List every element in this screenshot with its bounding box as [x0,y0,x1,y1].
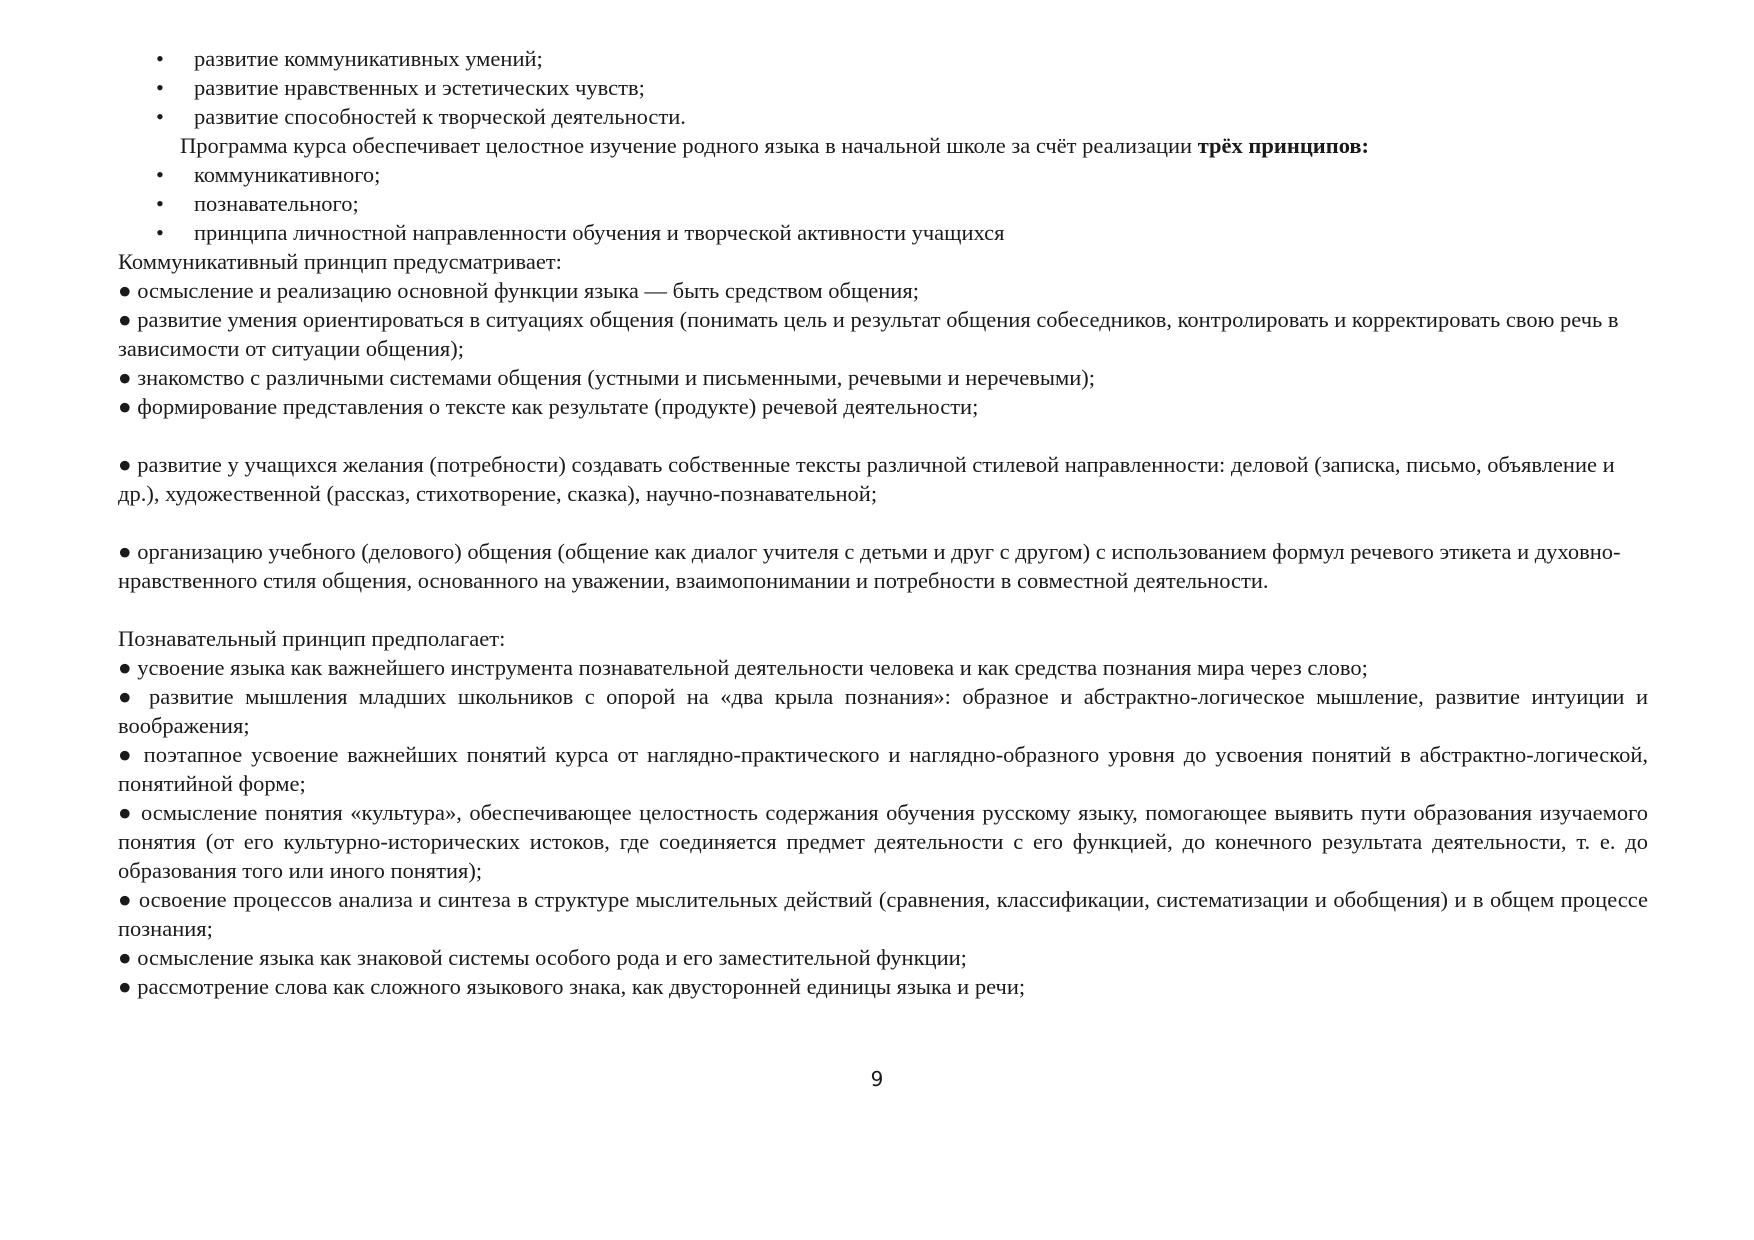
list-item: • познавательного; [118,189,1648,218]
cognitive-item: ● усвоение языка как важнейшего инструмента познавательной деятельности человека и как средства познания мира через слово; [118,655,1368,680]
cognitive-item: ● развитие мышления младших школьников с опорой на «два крыла познания»: образное и абстрактно-логическое мышление, развитие интуиции и воображения; [118,684,1648,738]
list-item: • принципа личностной направленности обучения и творческой активности учащихся [118,218,1648,247]
communicative-item: ● развитие у учащихся желания (потребности) создавать собственные тексты различной стилевой направленности: деловой (записка, письмо, объявление и др.), художественной (рассказ, стихотворение, сказка), научно-познавательной; [118,452,1615,506]
communicative-item: ● знакомство с различными системами общения (устными и письменными, речевыми и неречевыми); [118,365,1096,390]
principles-list [118,160,1648,247]
paragraph-spacer [118,595,1648,624]
document-page [118,44,1648,1001]
skills-list [118,44,1648,131]
cognitive-item: ● поэтапное усвоение важнейших понятий курса от наглядно-практического и наглядно-образного уровня до усвоения понятий в абстрактно-логической, понятийной форме; [118,742,1648,796]
communicative-heading: Коммуникативный принцип предусматривает: [118,249,562,274]
page-number: 9 [870,1067,884,1091]
cognitive-item: ● рассмотрение слова как сложного языкового знака, как двусторонней единицы языка и речи; [118,974,1026,999]
cognitive-heading: Познавательный принцип предполагает: [118,626,506,651]
cognitive-item: ● осмысление языка как знаковой системы особого рода и его заместительной функции; [118,945,967,970]
list-item: • развитие способностей к творческой деятельности. [118,102,1648,131]
cognitive-item: ● осмысление понятия «культура», обеспечивающее целостность содержания обучения русскому языку, помогающее выявить пути образования изучаемого понятия (от его культурно-исторических истоков, где соединяется предмет деятельности с его функцией, до конечного результата деятельности, т. е. до образования того или иного понятия); [118,800,1648,883]
intro-bold-text: трёх принципов: [1197,133,1370,158]
intro-paragraph [118,131,1648,160]
list-item: • развитие коммуникативных умений; [118,44,1648,73]
communicative-item: ● формирование представления о тексте как результате (продукте) речевой деятельности; [118,394,979,419]
list-item: • коммуникативного; [118,160,1648,189]
communicative-item: ● осмысление и реализацию основной функции языка — быть средством общения; [118,278,919,303]
paragraph-spacer [118,421,1648,450]
paragraph-spacer [118,508,1648,537]
intro-text: Программа курса обеспечивает целостное изучение родного языка в начальной школе за счёт реализации [180,133,1198,158]
communicative-item: ● развитие умения ориентироваться в ситуациях общения (понимать цель и результат общения собеседников, контролировать и корректировать свою речь в зависимости от ситуации общения); [118,307,1619,361]
cognitive-item: ● освоение процессов анализа и синтеза в структуре мыслительных действий (сравнения, классификации, систематизации и обобщения) и в общем процессе познания; [118,887,1648,941]
list-item: • развитие нравственных и эстетических чувств; [118,73,1648,102]
communicative-item: ● организацию учебного (делового) общения (общение как диалог учителя с детьми и друг с другом) с использованием формул речевого этикета и духовно-нравственного стиля общения, основанного на уважении, взаимопонимании и потребности в совместной деятельности. [118,539,1621,593]
